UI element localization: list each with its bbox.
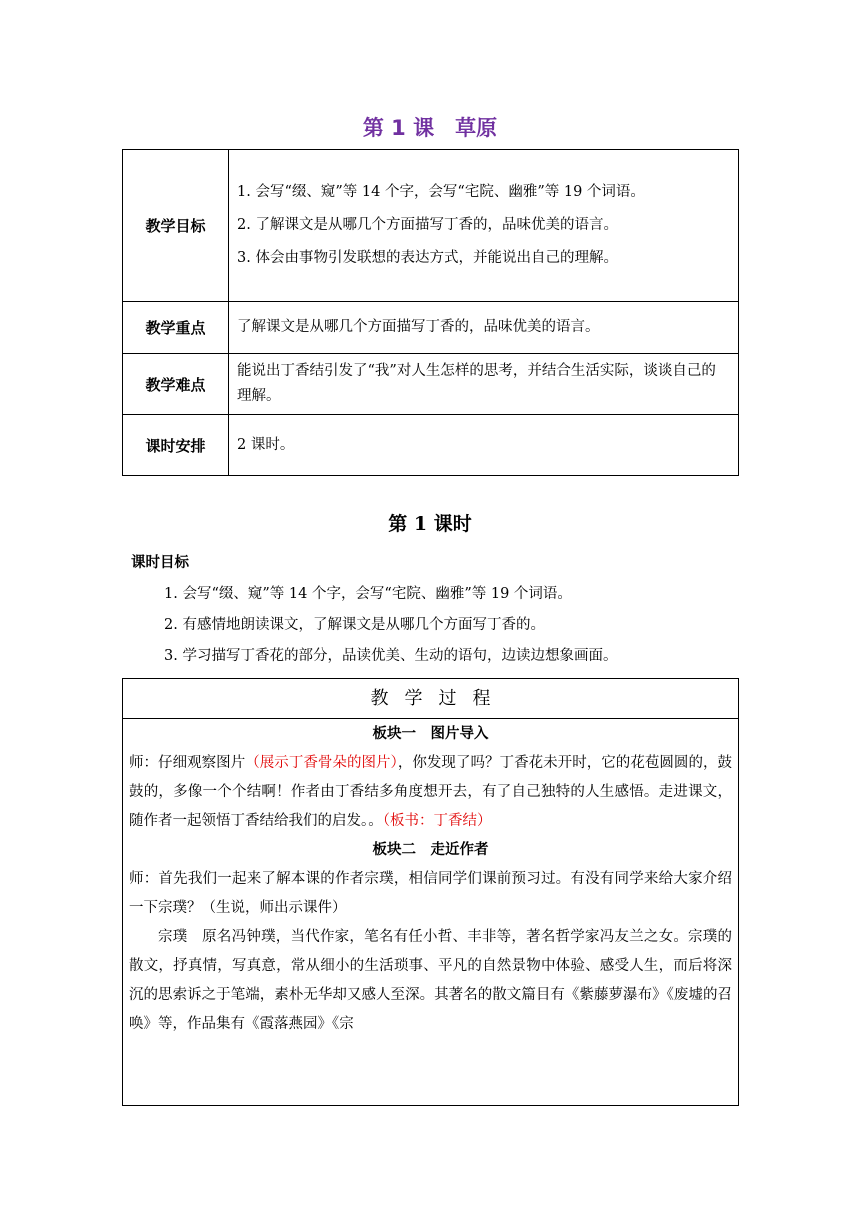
goal-item: 3. 学习描写丁香花的部分，品读优美、生动的语句，边读边想象画面。 <box>164 648 618 664</box>
page-title: 第 1 课 草原 <box>362 116 498 140</box>
row-label-key-points: 教学重点 <box>123 302 229 354</box>
goals-heading: 课时目标 <box>131 555 189 571</box>
row-label-difficulties: 教学难点 <box>123 354 229 415</box>
block-title: 板块二 走近作者 <box>372 842 489 858</box>
process-body <box>123 720 738 1039</box>
objective-line: 3. 体会由事物引发联想的表达方式，并能说出自己的理解。 <box>237 250 618 266</box>
stage-direction: （展示丁香骨朵的图片） <box>245 755 398 771</box>
paragraph <box>129 749 732 836</box>
board-note: （板书：丁香结） <box>382 813 492 829</box>
paragraph: 师：首先我们一起来了解本课的作者宗璞，相信同学们课前预习过。有没有同学来给大家介绍一下宗璞？（生说，师出示课件） <box>129 871 732 916</box>
teacher-text: 师：仔细观察图片 <box>129 755 246 771</box>
goal-item: 1. 会写“缀、窥”等 14 个字，会写“宅院、幽雅”等 19 个词语。 <box>164 586 572 602</box>
row-value-difficulties: 能说出丁香结引发了“我”对人生怎样的思考，并结合生活实际，谈谈自己的理解。 <box>229 354 739 415</box>
teaching-process-box <box>122 678 739 1106</box>
objective-line: 1. 会写“缀、窥”等 14 个字，会写“宅院、幽雅”等 19 个词语。 <box>237 184 645 200</box>
table-row <box>123 302 739 354</box>
teacher-text: ，你发现了吗？丁香花未开时，它的花苞圆圆的，鼓鼓的，多像一个个结啊！作者由丁香结多角度想开去，有了自己独特的人生感悟。走进课文，随作者一起领悟丁香结给我们的启发。。 <box>129 755 733 829</box>
author-intro-paragraph: 宗璞 原名冯钟璞，当代作家，笔名有任小哲、丰非等，著名哲学家冯友兰之女。宗璞的散文，抒真情，写真意，常从细小的生活琐事、平凡的自然景物中体验、感受人生，而后将深沉的思索诉之于笔端，素朴无华却又感人至深。其著名的散文篇目有《紫藤萝瀑布》《废墟的召唤》等，作品集有《霞落燕园》《宗 <box>129 929 732 1032</box>
objective-line: 2. 了解课文是从哪几个方面描写丁香的，品味优美的语言。 <box>237 217 618 233</box>
goals-list <box>164 583 617 676</box>
block-title: 板块一 图片导入 <box>372 726 489 742</box>
lesson-info-table <box>122 149 739 476</box>
lesson-title: 第 1 课时 <box>388 513 472 535</box>
row-value-objectives <box>229 150 739 302</box>
process-header: 教学过程 <box>123 679 738 719</box>
row-value-schedule: 2 课时。 <box>229 415 739 476</box>
table-row <box>123 354 739 415</box>
table-row <box>123 150 739 302</box>
goal-item: 2. 有感情地朗读课文，了解课文是从哪几个方面写丁香的。 <box>164 617 545 633</box>
row-label-schedule: 课时安排 <box>123 415 229 476</box>
table-row <box>123 415 739 476</box>
row-label-objectives: 教学目标 <box>123 150 229 302</box>
row-value-key-points: 了解课文是从哪几个方面描写丁香的，品味优美的语言。 <box>229 302 739 354</box>
